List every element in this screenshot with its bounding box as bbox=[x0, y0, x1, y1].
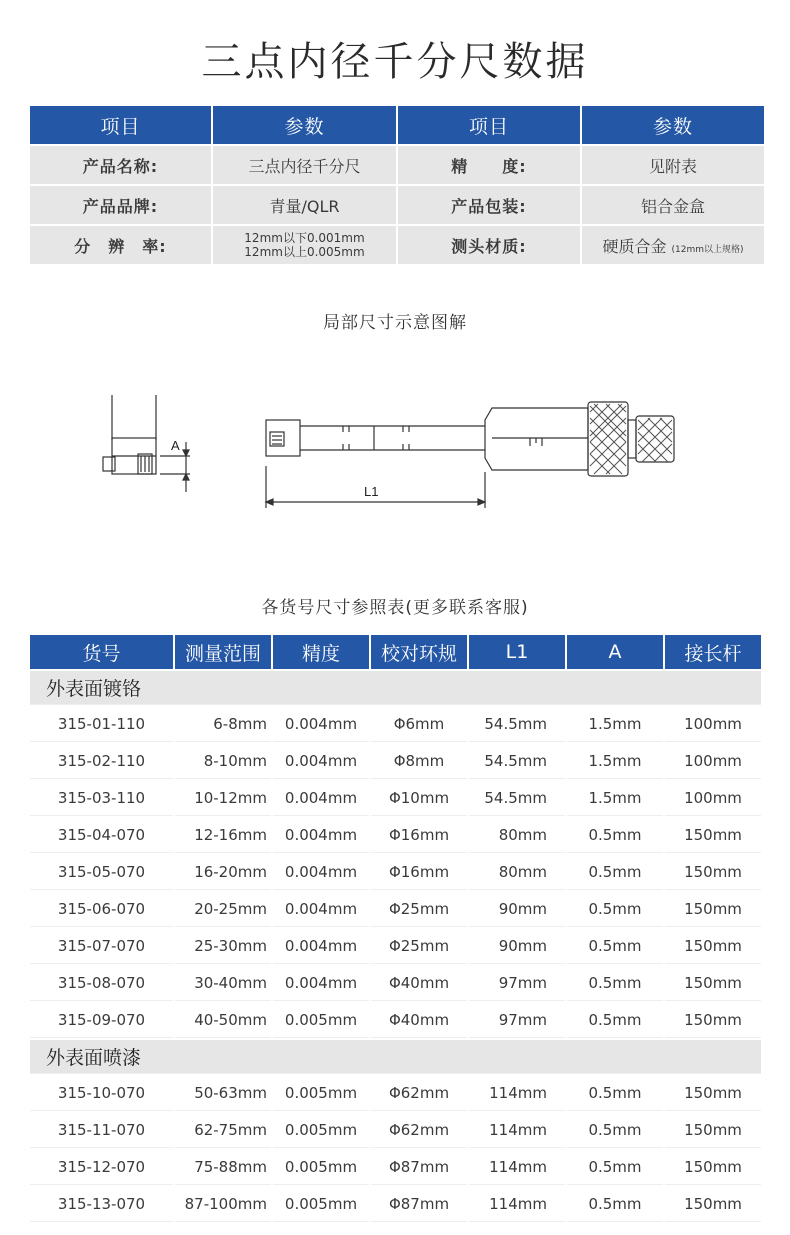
cell-l1: 54.5mm bbox=[469, 744, 565, 779]
cell-accuracy: 0.004mm bbox=[273, 818, 369, 853]
cell-range: 87-100mm bbox=[175, 1187, 271, 1222]
cell-range: 20-25mm bbox=[175, 892, 271, 927]
header-accuracy: 精度 bbox=[273, 635, 369, 669]
spec-row bbox=[30, 146, 764, 184]
cell-accuracy: 0.004mm bbox=[273, 929, 369, 964]
header-l1: L1 bbox=[469, 635, 565, 669]
cell-ring-gauge: Φ40mm bbox=[371, 1003, 467, 1038]
cell-item-no: 315-04-070 bbox=[30, 818, 173, 853]
cell-item-no: 315-06-070 bbox=[30, 892, 173, 927]
cell-accuracy: 0.005mm bbox=[273, 1113, 369, 1148]
diagram-caption: 局部尺寸示意图解 bbox=[323, 313, 467, 333]
cell-extension-rod: 100mm bbox=[665, 781, 761, 816]
table-row bbox=[30, 1076, 761, 1111]
cell-l1: 80mm bbox=[469, 818, 565, 853]
spec-value: 见附表 bbox=[582, 146, 764, 184]
cell-l1: 114mm bbox=[469, 1150, 565, 1185]
spec-header-param: 参数 bbox=[582, 106, 764, 144]
spec-label: 产品包装: bbox=[398, 186, 580, 224]
cell-extension-rod: 150mm bbox=[665, 855, 761, 890]
cell-a: 0.5mm bbox=[567, 929, 663, 964]
cell-l1: 90mm bbox=[469, 929, 565, 964]
cell-a: 0.5mm bbox=[567, 855, 663, 890]
cell-l1: 54.5mm bbox=[469, 781, 565, 816]
cell-a: 1.5mm bbox=[567, 707, 663, 742]
cell-accuracy: 0.005mm bbox=[273, 1076, 369, 1111]
header-ring-gauge: 校对环规 bbox=[371, 635, 467, 669]
model-table-caption: 各货号尺寸参照表(更多联系客服) bbox=[261, 598, 529, 618]
cell-a: 0.5mm bbox=[567, 1113, 663, 1148]
cell-range: 6-8mm bbox=[175, 707, 271, 742]
cell-extension-rod: 150mm bbox=[665, 966, 761, 1001]
cell-range: 30-40mm bbox=[175, 966, 271, 1001]
cell-accuracy: 0.004mm bbox=[273, 855, 369, 890]
cell-accuracy: 0.004mm bbox=[273, 892, 369, 927]
table-row bbox=[30, 781, 761, 816]
cell-range: 12-16mm bbox=[175, 818, 271, 853]
spec-value: 青量/QLR bbox=[213, 186, 396, 224]
model-table-body bbox=[30, 671, 761, 1222]
cell-range: 10-12mm bbox=[175, 781, 271, 816]
table-row bbox=[30, 1187, 761, 1222]
table-row bbox=[30, 929, 761, 964]
table-row bbox=[30, 744, 761, 779]
cell-item-no: 315-12-070 bbox=[30, 1150, 173, 1185]
cell-l1: 97mm bbox=[469, 1003, 565, 1038]
cell-l1: 54.5mm bbox=[469, 707, 565, 742]
cell-a: 0.5mm bbox=[567, 1003, 663, 1038]
cell-ring-gauge: Φ62mm bbox=[371, 1113, 467, 1148]
cell-range: 8-10mm bbox=[175, 744, 271, 779]
cell-range: 25-30mm bbox=[175, 929, 271, 964]
material-value: 硬质合金 bbox=[602, 236, 667, 256]
model-table bbox=[28, 633, 763, 1224]
cell-a: 0.5mm bbox=[567, 818, 663, 853]
cell-l1: 80mm bbox=[469, 855, 565, 890]
cell-item-no: 315-09-070 bbox=[30, 1003, 173, 1038]
spec-row bbox=[30, 186, 764, 224]
cell-extension-rod: 150mm bbox=[665, 818, 761, 853]
dimension-label-a: A bbox=[171, 438, 180, 453]
group-label: 外表面喷漆 bbox=[30, 1040, 761, 1074]
group-row bbox=[30, 1040, 761, 1074]
cell-accuracy: 0.005mm bbox=[273, 1003, 369, 1038]
cell-accuracy: 0.004mm bbox=[273, 966, 369, 1001]
spec-label: 分 辨 率: bbox=[30, 226, 211, 264]
cell-accuracy: 0.005mm bbox=[273, 1150, 369, 1185]
spec-header-item: 项目 bbox=[398, 106, 580, 144]
cell-item-no: 315-11-070 bbox=[30, 1113, 173, 1148]
spec-header-row bbox=[30, 106, 764, 144]
cell-item-no: 315-08-070 bbox=[30, 966, 173, 1001]
cell-range: 50-63mm bbox=[175, 1076, 271, 1111]
cell-ring-gauge: Φ6mm bbox=[371, 707, 467, 742]
cell-a: 0.5mm bbox=[567, 1187, 663, 1222]
dimension-diagram bbox=[0, 380, 790, 520]
page-title: 三点内径千分尺数据 bbox=[201, 39, 589, 85]
cell-extension-rod: 150mm bbox=[665, 1187, 761, 1222]
cell-ring-gauge: Φ10mm bbox=[371, 781, 467, 816]
cell-item-no: 315-05-070 bbox=[30, 855, 173, 890]
cell-range: 75-88mm bbox=[175, 1150, 271, 1185]
table-row bbox=[30, 1113, 761, 1148]
cell-extension-rod: 150mm bbox=[665, 1076, 761, 1111]
cell-item-no: 315-03-110 bbox=[30, 781, 173, 816]
table-row bbox=[30, 707, 761, 742]
cell-accuracy: 0.004mm bbox=[273, 744, 369, 779]
material-note: (12mm以上规格) bbox=[671, 244, 744, 255]
cell-range: 40-50mm bbox=[175, 1003, 271, 1038]
model-header-row bbox=[30, 635, 761, 669]
table-row bbox=[30, 892, 761, 927]
cell-accuracy: 0.004mm bbox=[273, 707, 369, 742]
spec-table bbox=[28, 104, 766, 266]
cell-ring-gauge: Φ87mm bbox=[371, 1187, 467, 1222]
group-row bbox=[30, 671, 761, 705]
cell-extension-rod: 150mm bbox=[665, 1113, 761, 1148]
header-extension-rod: 接长杆 bbox=[665, 635, 761, 669]
cell-l1: 114mm bbox=[469, 1187, 565, 1222]
cell-l1: 90mm bbox=[469, 892, 565, 927]
cell-range: 62-75mm bbox=[175, 1113, 271, 1148]
spec-header-param: 参数 bbox=[213, 106, 396, 144]
table-row bbox=[30, 966, 761, 1001]
cell-extension-rod: 150mm bbox=[665, 1150, 761, 1185]
group-label: 外表面镀铬 bbox=[30, 671, 761, 705]
cell-l1: 114mm bbox=[469, 1113, 565, 1148]
cell-a: 0.5mm bbox=[567, 1076, 663, 1111]
cell-ring-gauge: Φ40mm bbox=[371, 966, 467, 1001]
resolution-line: 12mm以下0.001mm bbox=[244, 231, 365, 245]
cell-extension-rod: 100mm bbox=[665, 744, 761, 779]
cell-a: 0.5mm bbox=[567, 1150, 663, 1185]
cell-item-no: 315-13-070 bbox=[30, 1187, 173, 1222]
table-row bbox=[30, 1003, 761, 1038]
spec-label: 产品名称: bbox=[30, 146, 211, 184]
cell-item-no: 315-01-110 bbox=[30, 707, 173, 742]
spec-value: 三点内径千分尺 bbox=[213, 146, 396, 184]
table-row bbox=[30, 855, 761, 890]
cell-extension-rod: 150mm bbox=[665, 929, 761, 964]
spec-header-item: 项目 bbox=[30, 106, 211, 144]
cell-ring-gauge: Φ87mm bbox=[371, 1150, 467, 1185]
spec-label: 测头材质: bbox=[398, 226, 580, 264]
cell-ring-gauge: Φ62mm bbox=[371, 1076, 467, 1111]
cell-a: 0.5mm bbox=[567, 966, 663, 1001]
resolution-line: 12mm以上0.005mm bbox=[244, 245, 365, 259]
cell-extension-rod: 100mm bbox=[665, 707, 761, 742]
cell-ring-gauge: Φ16mm bbox=[371, 818, 467, 853]
table-row bbox=[30, 818, 761, 853]
dimension-label-l1: L1 bbox=[364, 484, 379, 499]
cell-extension-rod: 150mm bbox=[665, 1003, 761, 1038]
cell-item-no: 315-10-070 bbox=[30, 1076, 173, 1111]
cell-item-no: 315-02-110 bbox=[30, 744, 173, 779]
cell-item-no: 315-07-070 bbox=[30, 929, 173, 964]
spec-row bbox=[30, 226, 764, 264]
cell-l1: 114mm bbox=[469, 1076, 565, 1111]
cell-ring-gauge: Φ8mm bbox=[371, 744, 467, 779]
cell-a: 0.5mm bbox=[567, 892, 663, 927]
cell-a: 1.5mm bbox=[567, 781, 663, 816]
cell-range: 16-20mm bbox=[175, 855, 271, 890]
spec-label: 精 度: bbox=[398, 146, 580, 184]
cell-ring-gauge: Φ16mm bbox=[371, 855, 467, 890]
header-a: A bbox=[567, 635, 663, 669]
table-row bbox=[30, 1150, 761, 1185]
cell-extension-rod: 150mm bbox=[665, 892, 761, 927]
header-item-no: 货号 bbox=[30, 635, 173, 669]
spec-value: 铝合金盒 bbox=[582, 186, 764, 224]
spec-label: 产品品牌: bbox=[30, 186, 211, 224]
knurl-pattern bbox=[590, 404, 672, 474]
cell-a: 1.5mm bbox=[567, 744, 663, 779]
cell-accuracy: 0.005mm bbox=[273, 1187, 369, 1222]
cell-l1: 97mm bbox=[469, 966, 565, 1001]
header-range: 测量范围 bbox=[175, 635, 271, 669]
spec-value bbox=[213, 226, 396, 264]
cell-ring-gauge: Φ25mm bbox=[371, 929, 467, 964]
spec-value bbox=[582, 226, 764, 264]
cell-ring-gauge: Φ25mm bbox=[371, 892, 467, 927]
cell-accuracy: 0.004mm bbox=[273, 781, 369, 816]
